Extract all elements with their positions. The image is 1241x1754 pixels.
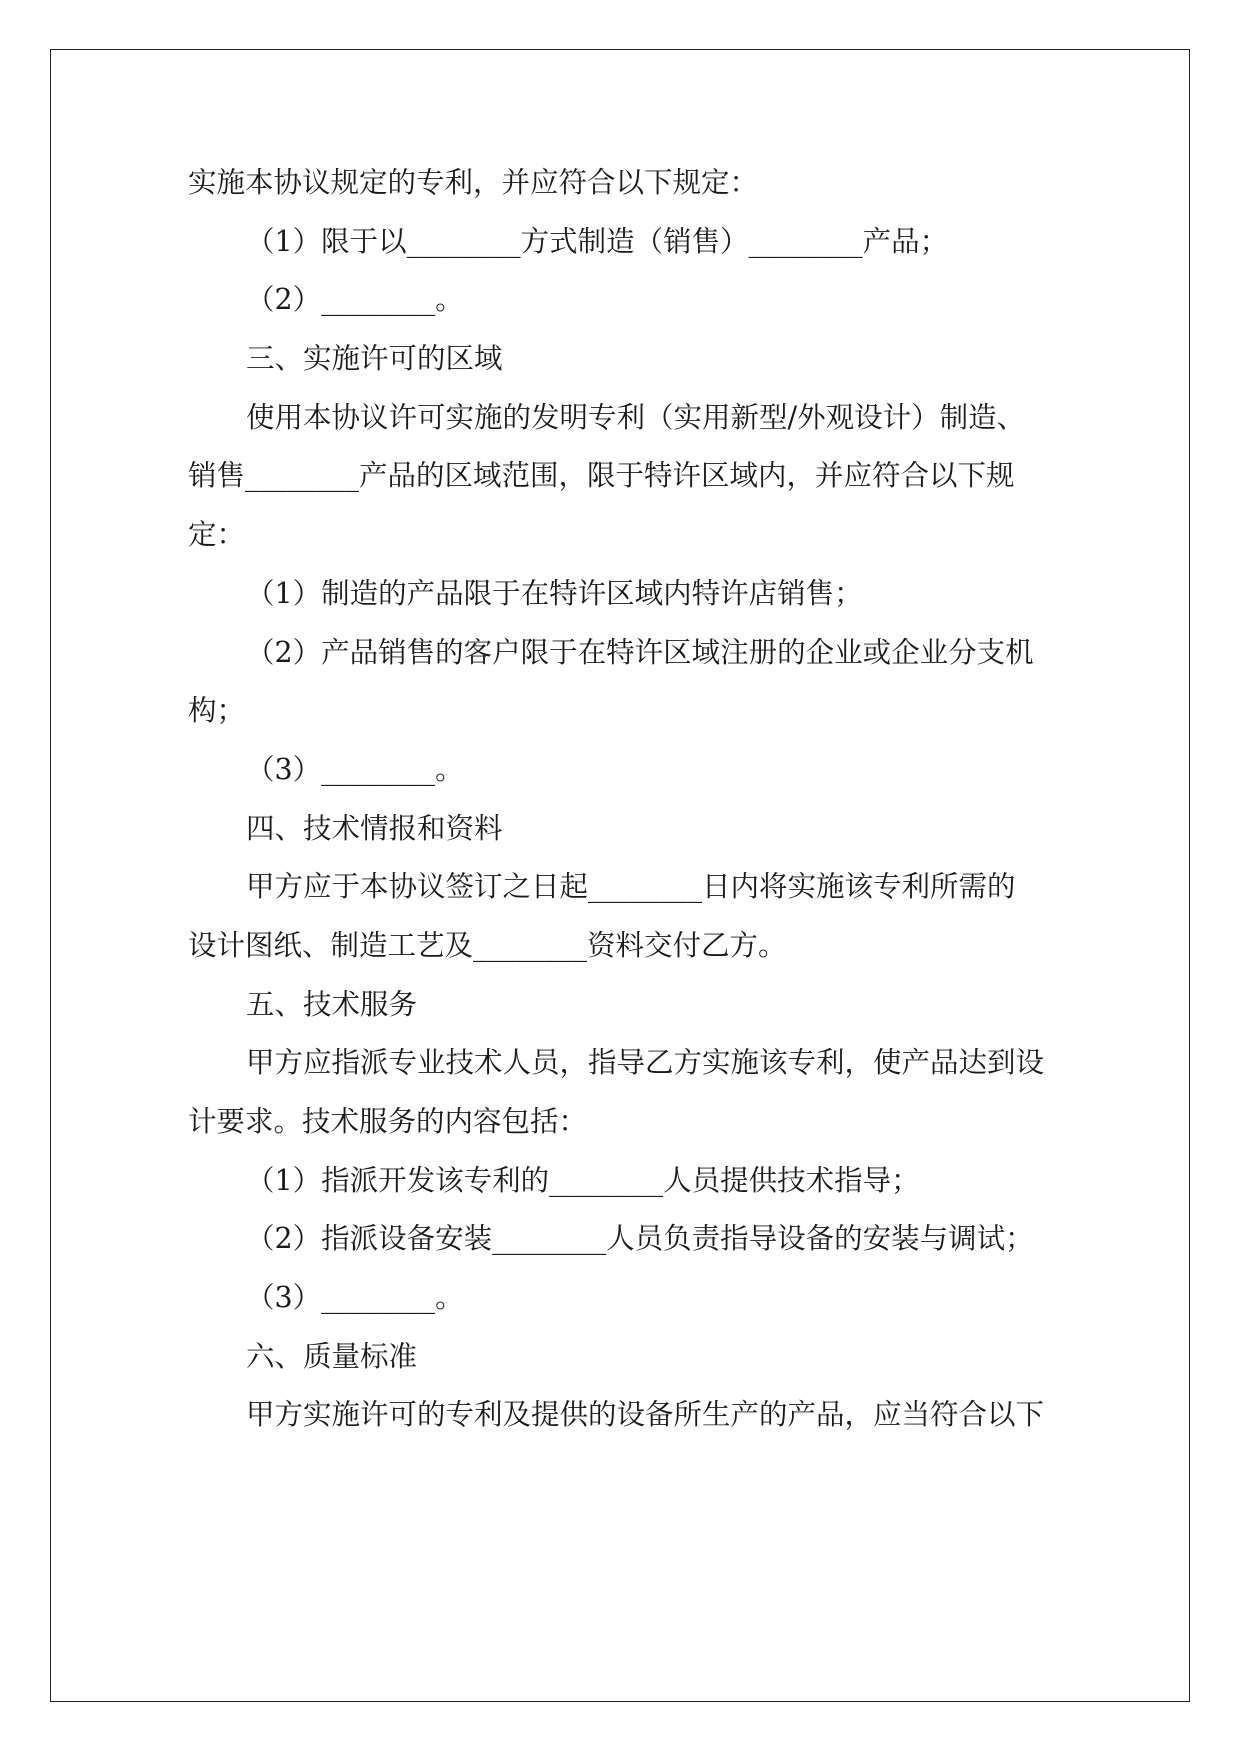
paragraph-line: 使用本协议许可实施的发明专利（实用新型/外观设计）制造、	[246, 400, 1026, 434]
paragraph-line: 构；	[188, 694, 246, 728]
list-item-1: （1）指派开发该专利的________人员提供技术指导；	[246, 1163, 920, 1197]
paragraph-line: 甲方实施许可的专利及提供的设备所生产的产品，应当符合以下	[246, 1398, 1045, 1432]
body-line-1: 实施本协议规定的专利，并应符合以下规定：	[188, 166, 759, 199]
list-item-3: （3）________。	[246, 1281, 464, 1315]
paragraph-line: 设计图纸、制造工艺及________资料交付乙方。	[188, 928, 787, 962]
paragraph-line: 定：	[188, 518, 246, 552]
section-heading-5: 五、技术服务	[246, 987, 418, 1021]
paragraph-line: 销售________产品的区域范围，限于特许区域内，并应符合以下规	[188, 459, 1015, 493]
section-heading-4: 四、技术情报和资料	[246, 811, 503, 845]
list-item-2: （2）________。	[246, 283, 464, 317]
paragraph-line: 计要求。技术服务的内容包括：	[188, 1105, 588, 1138]
paragraph-line: 甲方应于本协议签订之日起________日内将实施该专利所需的	[246, 870, 1016, 904]
document-body	[188, 154, 1068, 1445]
section-heading-6: 六、质量标准	[246, 1339, 418, 1373]
list-item-2: （2）指派设备安装________人员负责指导设备的安装与调试；	[246, 1222, 1034, 1256]
list-item-1: （1）限于以________方式制造（销售）________产品；	[246, 224, 949, 258]
list-item-1: （1）制造的产品限于在特许区域内特许店销售；	[246, 576, 863, 610]
list-item-2: （2）产品销售的客户限于在特许区域注册的企业或企业分支机	[246, 635, 1034, 669]
paragraph-line: 甲方应指派专业技术人员，指导乙方实施该专利，使产品达到设	[246, 1046, 1045, 1080]
section-heading-3: 三、实施许可的区域	[246, 342, 503, 376]
list-item-3: （3）________。	[246, 752, 464, 786]
